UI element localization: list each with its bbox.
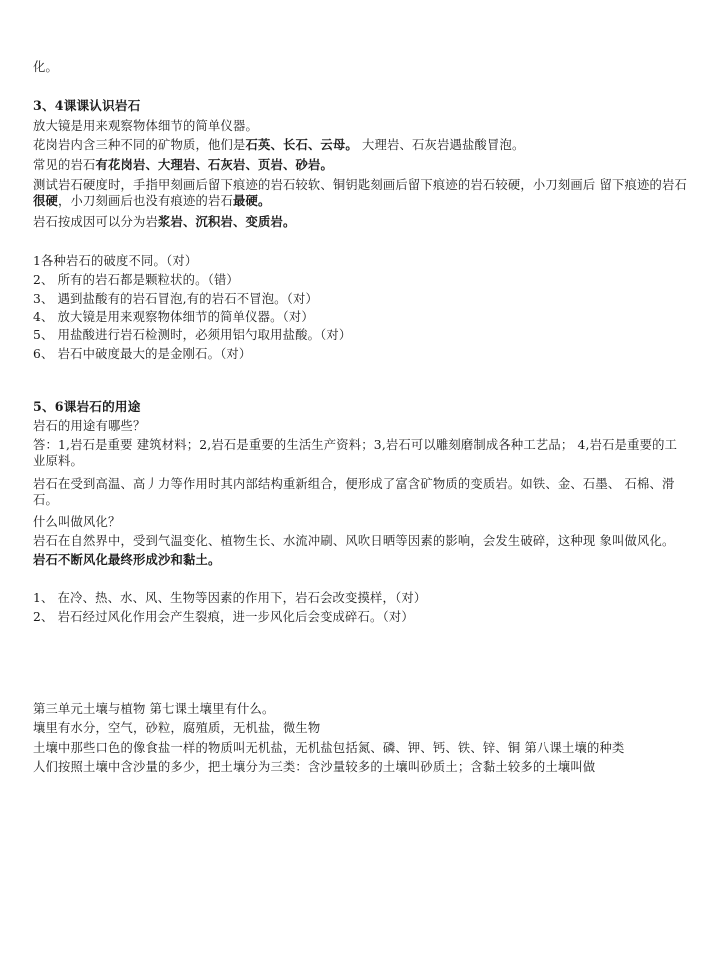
top-fragment: 化。 [33, 60, 58, 74]
text-span: 测试岩石硬度时，手指甲刻画后留下痕迹的岩石较软、铜钥匙刻画后留下痕迹的岩石较硬，小刀刻画后 留下痕迹的岩石 [33, 178, 687, 192]
text-span: 常见的岩石 [33, 158, 96, 172]
answer-uses: 答：1,岩石是重要 建筑材料；2,岩石是重要的生活生产资料；3,岩石可以雕刻磨制成各种工艺品； 4,岩石是重要的工业原料。 [33, 438, 678, 468]
bold-span: 浆岩、沉积岩、变质岩。 [157, 214, 296, 229]
text-span: 岩石按成因可以分为岩 [33, 215, 158, 229]
section-heading-soil: 第三单元土壤与植物 第七课土壤里有什么。 [33, 702, 275, 716]
question-uses: 岩石的用途有哪些？ [33, 419, 146, 433]
text-span: ，小刀刻画后也没有痕迹的岩石 [58, 194, 233, 208]
quiz-item: 2、 岩石经过风化作用会产生裂痕，进一步风化后会变成碎石。（对） [33, 610, 414, 624]
paragraph-weathering: 岩石在自然界中，受到气温变化、植物生长、水流冲刷、风吹日晒等因素的影响，会发生破碎，这种现 象叫做风化。 [33, 534, 675, 548]
paragraph-soil-types: 人们按照土壤中含沙量的多少，把土壤分为三类：含沙量较多的土壤叫砂质土；含黏土较多的土壤叫做 [33, 760, 596, 774]
quiz-item: 1、 在冷、热、水、风、生物等因素的作用下，岩石会改变摸样，（对） [33, 591, 427, 605]
paragraph-granite [33, 137, 525, 153]
quiz-item: 1各种岩石的破度不同。（对） [33, 254, 198, 268]
paragraph-inorganic-salt: 土壤中那些口色的像食盐一样的物质叫无机盐，无机盐包括氮、磷、钾、钙、铁、锌、铜 第八课土壤的种类 [33, 741, 625, 755]
paragraph-soil-contents: 壤里有水分，空气，砂粒，腐殖质，无机盐，微生物 [33, 721, 321, 735]
paragraph-magnifier: 放大镜是用来观察物体细节的简单仪器。 [33, 119, 258, 133]
paragraph-common-rocks [33, 157, 333, 173]
quiz-item: 5、 用盐酸进行岩石检测时，必须用铝勺取用盐酸。（对） [33, 328, 352, 342]
bold-span: 有花岗岩、大理岩、石灰岩、页岩、砂岩。 [95, 157, 333, 172]
bold-span: 很硬 [33, 193, 58, 208]
quiz-item: 4、 放大镜是用来观察物体细节的简单仪器。（对） [33, 310, 314, 324]
paragraph-hardness [33, 177, 689, 209]
section-heading-uses: 5、6课岩石的用途 [33, 399, 141, 414]
quiz-item: 2、 所有的岩石都是颗粒状的。（错） [33, 273, 239, 287]
text-span: 大理岩、石灰岩遇盐酸冒泡。 [357, 138, 525, 152]
paragraph-rock-types [33, 214, 295, 230]
paragraph-sand-clay: 岩石不断风化最终形成沙和黏土。 [33, 552, 221, 567]
bold-span: 最硬。 [232, 193, 271, 208]
paragraph-metamorphic: 岩石在受到高温、高丿力等作用时其内部结构重新组合，便形成了富含矿物质的变质岩。如铁、金、石墨、 石棉、滑石。 [33, 477, 675, 507]
section-heading-rocks: 3、4课课认识岩石 [33, 98, 141, 113]
question-weathering: 什么叫做风化？ [33, 515, 121, 529]
quiz-item: 6、 岩石中破度最大的是金刚石。（对） [33, 347, 252, 361]
bold-span: 石英、长石、云母。 [245, 137, 358, 152]
quiz-item: 3、 遇到盐酸有的岩石冒泡,有的岩石不冒泡。（对） [33, 292, 319, 306]
text-span: 花岗岩内含三种不同的矿物质，他们是 [33, 138, 246, 152]
